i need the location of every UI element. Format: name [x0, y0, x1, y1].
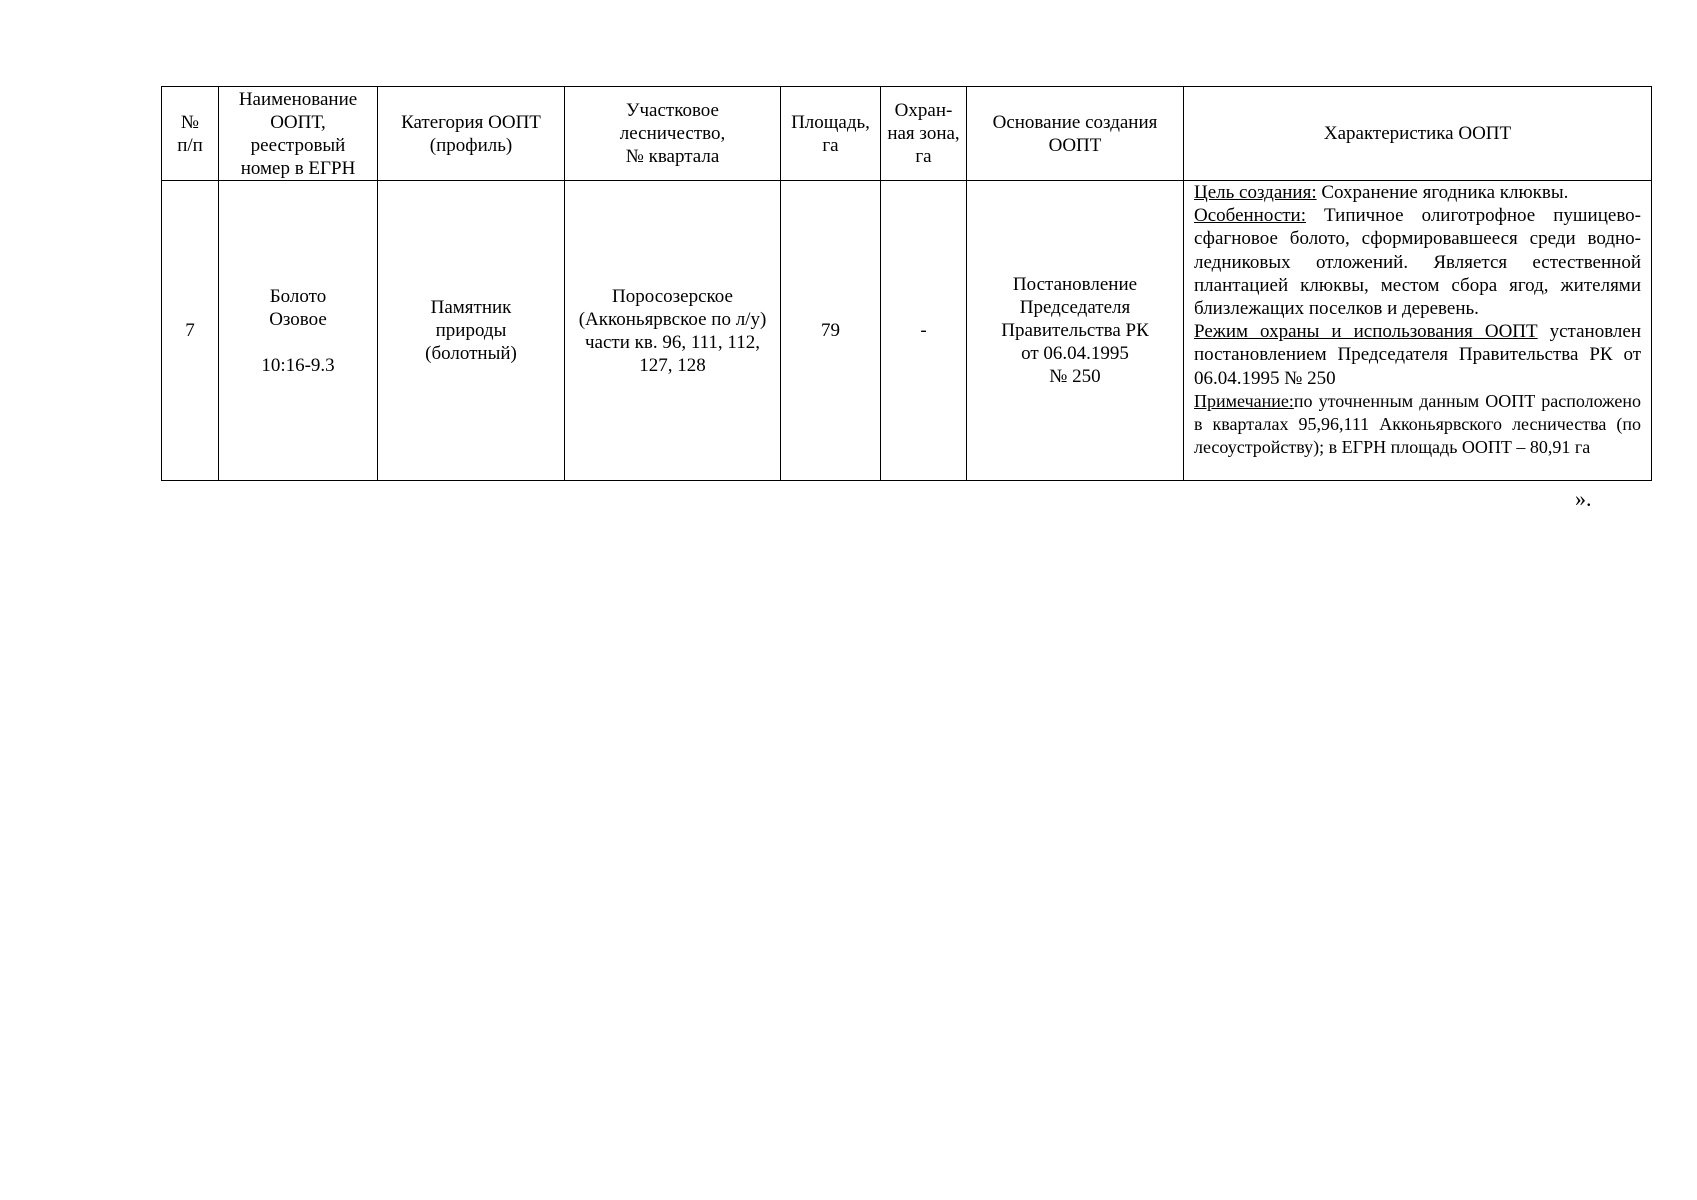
header-category: Категория ООПТ (профиль)	[378, 87, 565, 181]
goal-paragraph	[1194, 181, 1641, 204]
cell-category: Памятник природы (болотный)	[378, 181, 565, 481]
header-name: Наименование ООПТ, реестровый номер в ЕГРН	[219, 87, 378, 181]
oopt-table	[161, 86, 1652, 481]
cell-name: Болото Озовое 10:16-9.3	[219, 181, 378, 481]
header-buffer-zone: Охран- ная зона, га	[881, 87, 967, 181]
header-num: № п/п	[162, 87, 219, 181]
cell-num: 7	[162, 181, 219, 481]
header-basis: Основание создания ООПТ	[967, 87, 1184, 181]
note-paragraph	[1194, 390, 1641, 460]
goal-label: Цель создания:	[1194, 182, 1317, 203]
cell-area: 79	[781, 181, 881, 481]
features-label: Особенности:	[1194, 205, 1306, 227]
closing-quote-mark: ».	[1575, 486, 1592, 511]
registry-number: 10:16-9.3	[261, 354, 335, 376]
features-text: Типичное олиготрофное пушицево-сфагновое болото, сформировавшееся среди водно-ледниковых отложений. Является естественной плантацией клюквы, местом сбора ягод, жителями близлежащих поселков и деревень.	[1194, 205, 1641, 320]
header-row	[162, 87, 1652, 181]
regime-paragraph	[1194, 320, 1641, 390]
regime-text: установлен постановлением Председателя Правительства РК от 06.04.1995 № 250	[1194, 321, 1642, 389]
regime-label: Режим охраны и использования ООПТ	[1194, 321, 1538, 343]
cell-buffer-zone: -	[881, 181, 967, 481]
cell-forestry: Поросозерское (Акконьярвское по л/у) части кв. 96, 111, 112, 127, 128	[565, 181, 781, 481]
header-characteristics: Характеристика ООПТ	[1184, 87, 1652, 181]
features-paragraph	[1194, 204, 1641, 320]
note-label: Примечание:	[1194, 390, 1294, 411]
goal-text: Сохранение ягодника клюквы.	[1316, 182, 1569, 203]
header-area: Площадь, га	[781, 87, 881, 181]
note-text: по уточненным данным ООПТ расположено в кварталах 95,96,111 Акконьярвского лесничества (по лесоустройству); в ЕГРН площадь ООПТ – 80,91 га	[1194, 390, 1641, 458]
header-forestry: Участковое лесничество, № квартала	[565, 87, 781, 181]
cell-basis: Постановление Председателя Правительства РК от 06.04.1995 № 250	[967, 181, 1184, 481]
table-row	[162, 181, 1652, 481]
cell-characteristics	[1184, 181, 1652, 481]
